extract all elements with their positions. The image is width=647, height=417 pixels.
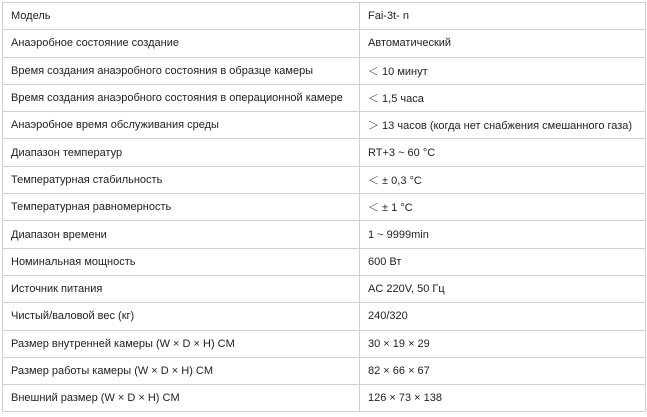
param-cell: Время создания анаэробного состояния в операционной камере [3, 84, 360, 111]
param-cell: Время создания анаэробного состояния в образце камеры [3, 57, 360, 84]
param-cell: Температурная равномерность [3, 194, 360, 221]
table-row [3, 330, 646, 357]
table-row [3, 303, 646, 330]
value-cell: ＜ 1,5 часа [360, 84, 646, 111]
param-cell: Размер работы камеры (W × D × H) CM [3, 357, 360, 384]
param-cell: Модель [3, 3, 360, 30]
param-cell: Анаэробное состояние создание [3, 30, 360, 57]
value-cell: 30 × 19 × 29 [360, 330, 646, 357]
param-cell: Размер внутренней камеры (W × D × H) CM [3, 330, 360, 357]
value-cell: ＜ ± 1 °C [360, 194, 646, 221]
param-cell: Температурная стабильность [3, 166, 360, 193]
param-cell: Чистый/валовой вес (кг) [3, 303, 360, 330]
value-cell: AC 220V, 50 Гц [360, 275, 646, 302]
value-cell: 126 × 73 × 138 [360, 385, 646, 412]
param-cell: Анаэробное время обслуживания среды [3, 112, 360, 139]
param-cell: Номинальная мощность [3, 248, 360, 275]
table-row [3, 112, 646, 139]
table-row [3, 194, 646, 221]
value-cell: 82 × 66 × 67 [360, 357, 646, 384]
param-cell: Внешний размер (W × D × H) CM [3, 385, 360, 412]
param-cell: Диапазон температур [3, 139, 360, 166]
table-row [3, 357, 646, 384]
spec-table [2, 2, 646, 412]
table-row [3, 3, 646, 30]
table-row [3, 248, 646, 275]
value-cell: 600 Вт [360, 248, 646, 275]
value-cell: 1 ~ 9999min [360, 221, 646, 248]
value-cell: RT+3 ~ 60 °C [360, 139, 646, 166]
param-cell: Диапазон времени [3, 221, 360, 248]
table-row [3, 166, 646, 193]
value-cell: ＞ 13 часов (когда нет снабжения смешанного газа) [360, 112, 646, 139]
table-row [3, 139, 646, 166]
value-cell: 240/320 [360, 303, 646, 330]
value-cell: ＜ 10 минут [360, 57, 646, 84]
table-row [3, 84, 646, 111]
table-row [3, 30, 646, 57]
param-cell: Источник питания [3, 275, 360, 302]
table-row [3, 275, 646, 302]
value-cell: ＜ ± 0,3 °C [360, 166, 646, 193]
table-row [3, 221, 646, 248]
value-cell: Автоматический [360, 30, 646, 57]
table-row [3, 57, 646, 84]
value-cell: Fai-3t- n [360, 3, 646, 30]
table-row [3, 385, 646, 412]
spec-table-body [3, 3, 646, 412]
